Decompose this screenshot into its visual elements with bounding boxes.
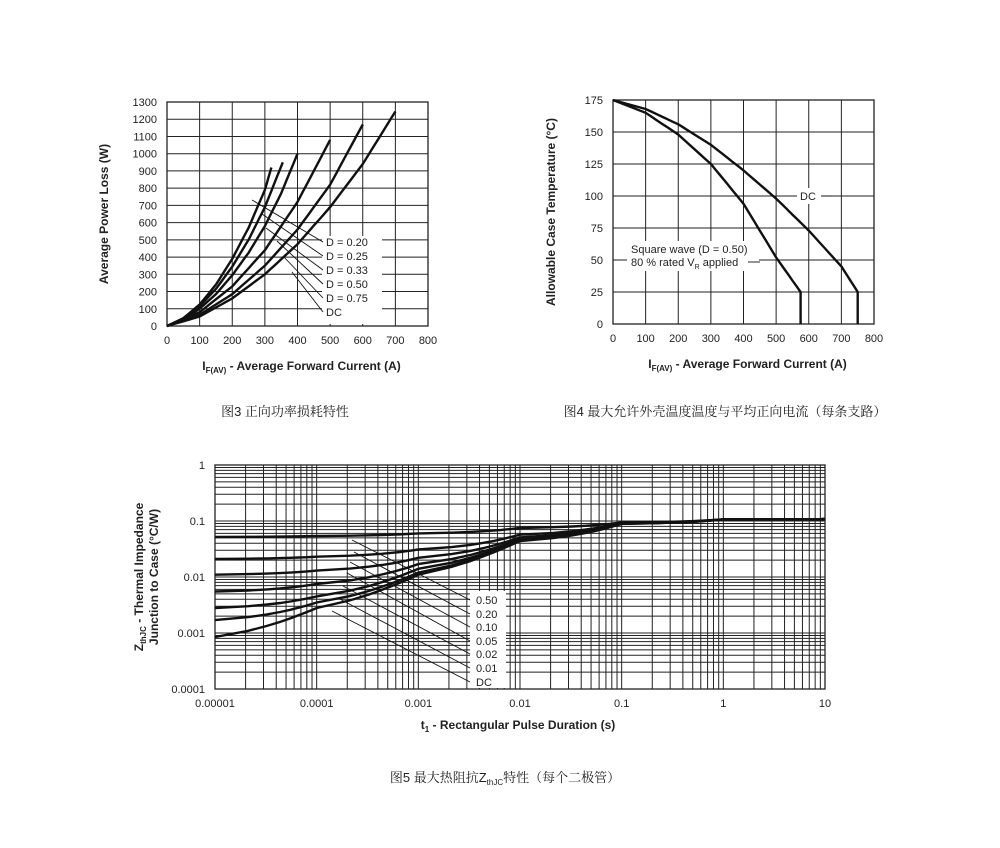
series-label: D = 0.20 — [326, 237, 368, 249]
chart-power-loss — [97, 97, 437, 419]
leader-line — [343, 586, 470, 654]
y-tick-label: 0.01 — [183, 572, 205, 584]
x-tick-label: 500 — [766, 333, 786, 345]
x-tick-label: 500 — [320, 335, 340, 347]
y-tick-label: 0.001 — [177, 628, 205, 640]
y-tick-label: 25 — [590, 287, 603, 299]
x-axis-label: $I_{F(AV)}$ - Average Forward Current (A) — [648, 357, 847, 373]
y-tick-label: 1 — [198, 460, 205, 472]
dc-label: DC — [800, 191, 816, 203]
y-tick-label: 600 — [138, 217, 157, 230]
y-tick-label: 400 — [138, 252, 157, 265]
y-tick-label: 0 — [150, 321, 157, 333]
annotation-line-1: Square wave (D = 0.50) — [631, 244, 748, 256]
figure-caption: 图4 最大允许外壳温度温度与平均正向电流（每条支路） — [563, 404, 887, 419]
x-tick-label: 0 — [609, 333, 617, 345]
series-label: D = 0.75 — [326, 293, 368, 305]
x-axis-label: $I_{F(AV)}$ - Average Forward Current (A) — [202, 359, 401, 375]
x-tick-label: 400 — [288, 335, 307, 347]
figure-caption: 图3 正向功率损耗特性 — [221, 404, 349, 419]
y-tick-label: 100 — [138, 303, 157, 316]
x-tick-label: 10 — [818, 698, 832, 710]
y-tick-label: 150 — [584, 127, 603, 139]
y-axis-label-line-1: $Z_{thJC}$ - Thermal Impedance — [132, 502, 148, 652]
x-tick-label: 0.001 — [404, 698, 433, 710]
y-axis-label: Average Power Loss (W) — [97, 143, 111, 285]
x-tick-label: 0.01 — [509, 698, 531, 710]
y-axis-label-line-2: Junction to Case (°C/W) — [147, 508, 161, 646]
x-tick-label: 1 — [720, 698, 727, 710]
chart-thermal-impedance — [132, 460, 831, 787]
x-tick-label: 100 — [636, 333, 655, 345]
x-tick-label: 300 — [255, 335, 275, 347]
x-tick-label: 0.0001 — [299, 698, 334, 710]
y-tick-label: 125 — [584, 159, 603, 171]
series-line-square-wave — [613, 100, 801, 324]
y-tick-label: 0.1 — [189, 516, 205, 528]
leader-line — [252, 200, 323, 242]
x-tick-label: 200 — [669, 333, 688, 345]
series-label: 0.20 — [476, 609, 498, 621]
y-tick-label: 0.0001 — [171, 684, 205, 696]
series-label: 0.02 — [476, 649, 498, 661]
series-label: D = 0.25 — [326, 251, 368, 263]
y-tick-label: 1100 — [133, 131, 157, 144]
y-axis-label: Allowable Case Temperature (°C) — [544, 118, 558, 306]
series-label: 0.50 — [476, 595, 498, 607]
series-label: 0.05 — [476, 636, 498, 648]
y-tick-label: 75 — [590, 223, 603, 235]
x-tick-label: 100 — [190, 335, 209, 347]
x-tick-label: 700 — [386, 335, 405, 347]
x-tick-label: 400 — [734, 333, 753, 345]
x-tick-label: 0 — [163, 335, 171, 347]
x-tick-label: 0.1 — [614, 698, 630, 710]
x-tick-label: 600 — [799, 333, 818, 345]
series-label: DC — [326, 307, 342, 319]
y-tick-label: 1200 — [132, 114, 157, 127]
chart-case-temperature — [544, 95, 886, 419]
y-tick-label: 0 — [596, 319, 603, 331]
y-tick-label: 100 — [584, 191, 603, 203]
annotation-line-2: 80 % rated $V_R$ applied — [631, 257, 739, 271]
series-label: 0.10 — [476, 622, 498, 634]
y-tick-label: 1300 — [132, 97, 157, 109]
y-tick-label: 900 — [138, 165, 157, 178]
x-tick-label: 600 — [353, 335, 372, 347]
y-tick-label: 300 — [138, 269, 157, 282]
y-tick-label: 500 — [138, 234, 157, 247]
y-tick-label: 200 — [138, 286, 157, 299]
x-tick-label: 0.00001 — [195, 698, 235, 710]
series-line-D050 — [167, 140, 330, 326]
series-label: D = 0.33 — [326, 265, 368, 277]
x-tick-label: 300 — [701, 333, 721, 345]
y-tick-label: 700 — [138, 200, 157, 213]
y-tick-label: 50 — [590, 255, 603, 267]
leader-line — [277, 241, 323, 284]
series-label: D = 0.50 — [326, 279, 368, 291]
series-label: DC — [476, 677, 492, 689]
series-line-dc — [613, 100, 858, 324]
x-tick-label: 700 — [832, 333, 851, 345]
y-tick-label: 1000 — [132, 148, 157, 161]
x-tick-label: 800 — [864, 333, 884, 345]
y-tick-label: 800 — [138, 183, 157, 196]
figure-caption: 图5 最大热阻抗$Z_{thJC}$特性（每个二极管） — [389, 770, 621, 787]
y-tick-label: 175 — [584, 95, 603, 107]
x-axis-label: $t_1$ - Rectangular Pulse Duration (s) — [420, 718, 616, 734]
series-label: 0.01 — [476, 663, 498, 675]
x-tick-label: 200 — [223, 335, 242, 347]
x-tick-label: 800 — [418, 335, 438, 347]
